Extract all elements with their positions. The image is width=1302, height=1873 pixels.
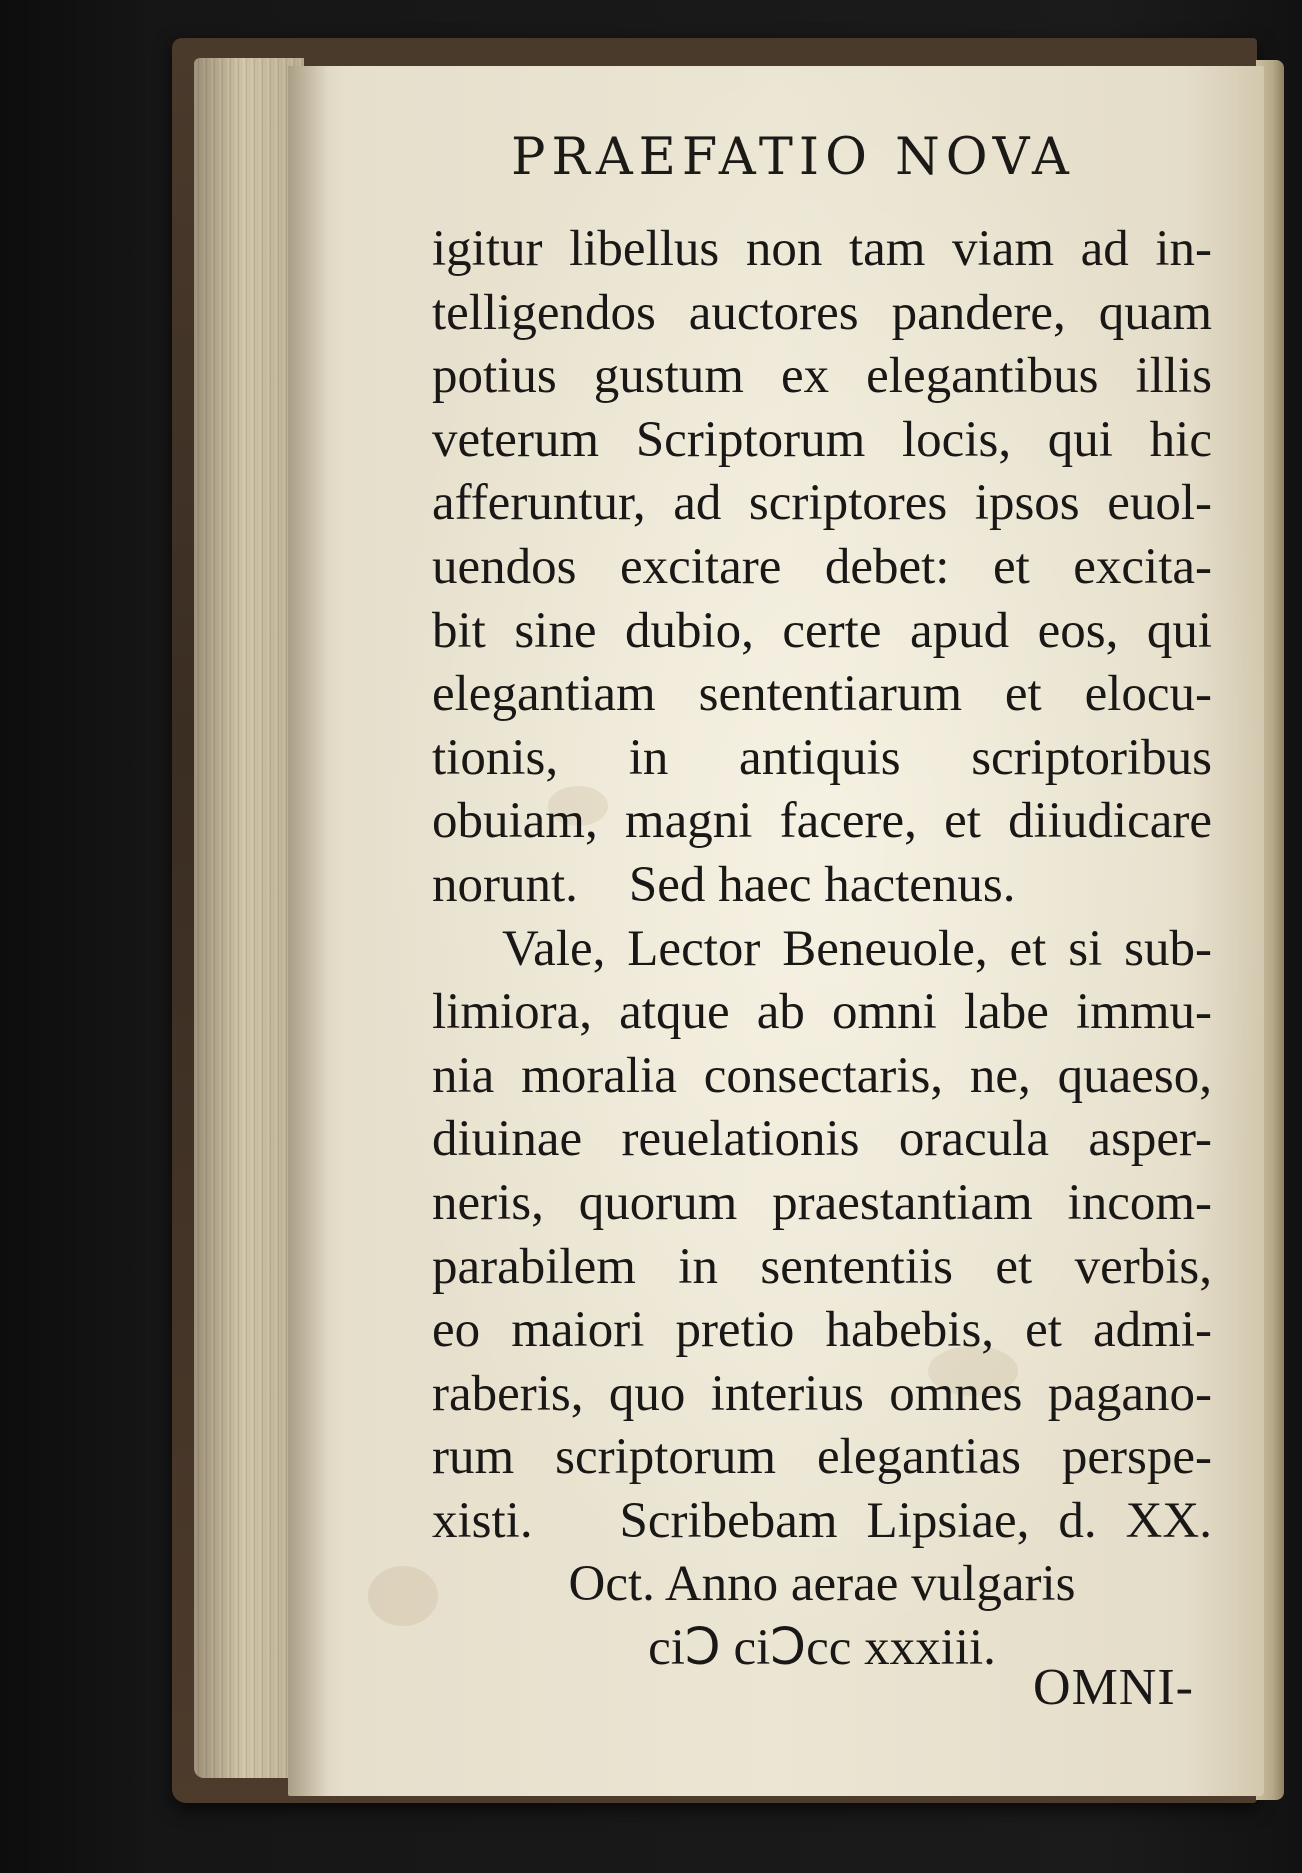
text-line: Vale, Lector Beneuole, et si sub-	[502, 920, 1212, 977]
text-line: tionis, in antiquis scriptoribus	[432, 729, 1212, 786]
running-head: PRAEFATIO NOVA	[511, 128, 1075, 187]
text-line: afferuntur, ad scriptores ipsos euol-	[432, 475, 1212, 532]
text-line: nia moralia consectaris, ne, quaeso,	[432, 1047, 1212, 1104]
closing-line: Oct. Anno aerae vulgaris	[568, 1556, 1076, 1613]
text-line: telligendos auctores pandere, quam	[432, 284, 1212, 341]
text-line: elegantiam sententiarum et elocu-	[432, 666, 1212, 723]
text-line: igitur libellus non tam viam ad in-	[432, 221, 1212, 277]
body-text	[432, 218, 1212, 1681]
text-line: obuiam, magni facere, et diiudicare	[432, 793, 1212, 850]
text-line: norunt. Sed haec hactenus.	[432, 856, 1016, 913]
gutter-shadow	[288, 66, 328, 1796]
book-page	[288, 66, 1264, 1796]
text-line: eo maiori pretio habebis, et admi-	[432, 1302, 1212, 1359]
catchword: OMNI-	[1033, 1659, 1194, 1716]
text-line: raberis, quo interius omnes pagano-	[432, 1365, 1212, 1422]
closing-line: ciↃ ciↃcc xxxiii.	[648, 1620, 996, 1677]
text-line: veterum Scriptorum locis, qui hic	[432, 411, 1212, 468]
text-line: bit sine dubio, certe apud eos, qui	[432, 602, 1212, 659]
text-line: uendos excitare debet: et excita-	[432, 538, 1212, 595]
text-line: potius gustum ex elegantibus illis	[432, 348, 1212, 405]
text-line: diuinae reuelationis oracula asper-	[432, 1111, 1212, 1168]
text-line: xisti. Scribebam Lipsiae, d. XX.	[432, 1492, 1212, 1549]
text-line: neris, quorum praestantiam incom-	[432, 1174, 1212, 1231]
foxing-spot	[368, 1566, 438, 1626]
text-line: rum scriptorum elegantias perspe-	[432, 1429, 1212, 1486]
text-line: limiora, atque ab omni labe immu-	[432, 984, 1212, 1041]
text-line: parabilem in sententiis et verbis,	[432, 1238, 1212, 1295]
